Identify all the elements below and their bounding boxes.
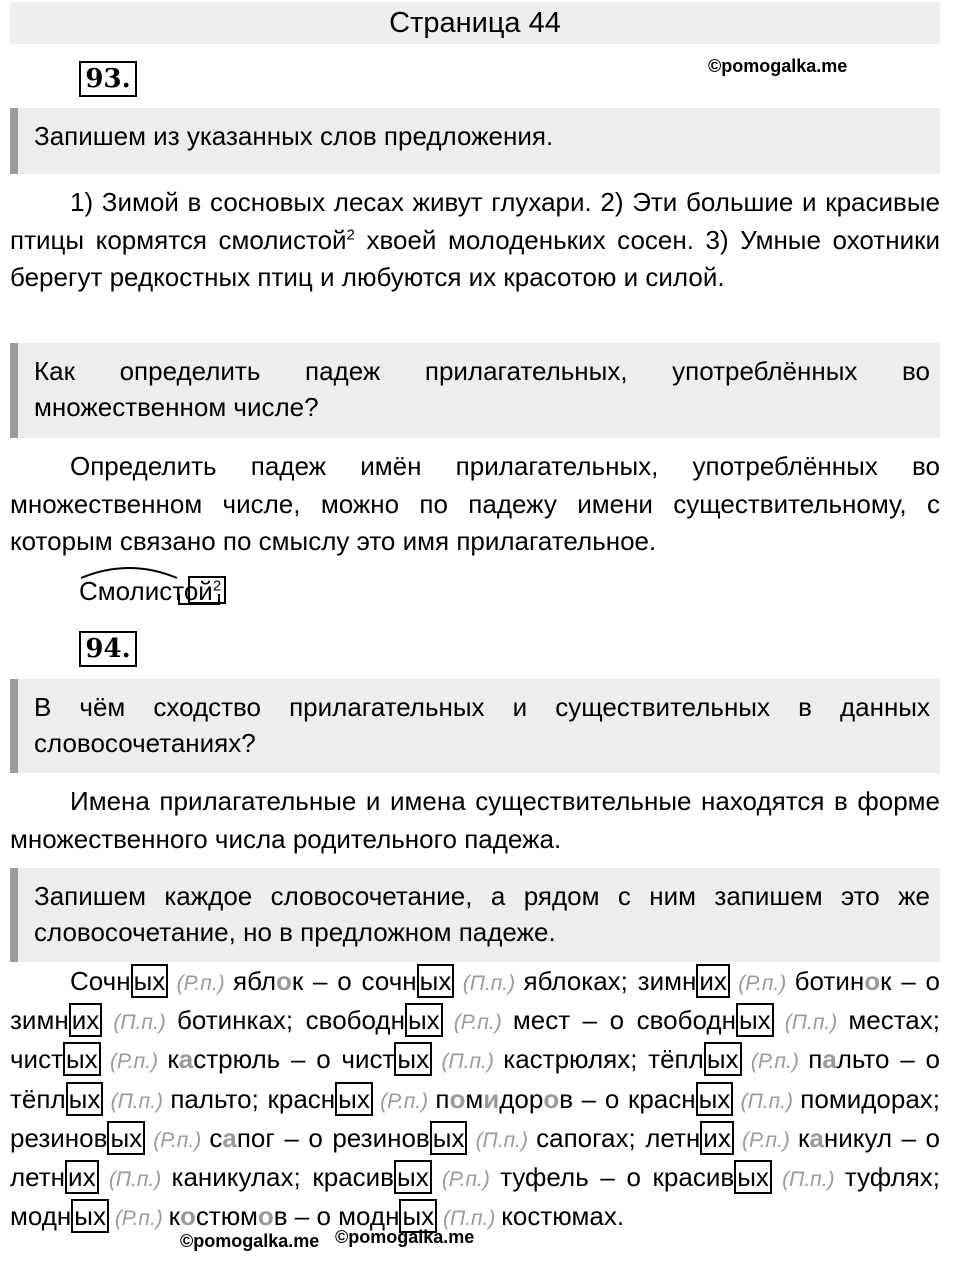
- unstressed-vowel: а: [822, 1044, 837, 1075]
- task-number-93-dot: .: [121, 64, 131, 94]
- ending-box: ых: [394, 1160, 432, 1194]
- phrase-text: стюм: [195, 1201, 258, 1232]
- unstressed-vowel: о: [864, 966, 881, 996]
- question-text: Как определить падеж прилагательных, употреблённых во множественном числе?: [34, 356, 930, 422]
- ending-box: ых: [71, 1199, 109, 1233]
- case-label: (Р.п.): [108, 1207, 169, 1231]
- phrase-text: м: [465, 1083, 484, 1114]
- phrase-text: туфлях; модн: [10, 1162, 940, 1232]
- phrase-text: в – о красн: [559, 1083, 696, 1114]
- phrase-text: к: [798, 1122, 810, 1153]
- case-label: (П.п.): [103, 1089, 171, 1113]
- footnote-marker: 2: [212, 577, 222, 595]
- question-box: [10, 679, 940, 773]
- ending-box: ых: [66, 1082, 104, 1116]
- unstressed-vowel: о: [257, 1201, 274, 1232]
- unstressed-vowel: о: [276, 966, 292, 996]
- answer-text: 1) Зимой в сосновых лесах живут глухари. 2) Эти большие и красивые птицы кормятся смолистой: [10, 187, 940, 255]
- answer-paragraph: [10, 184, 940, 297]
- unstressed-vowel: а: [222, 1122, 237, 1153]
- case-label: (Р.п.): [733, 1128, 799, 1152]
- phrase-text: помидорах; резинов: [10, 1083, 941, 1153]
- question-box: [10, 108, 940, 174]
- phrase-text: к: [167, 1044, 179, 1075]
- case-label: (Р.п.): [741, 1050, 809, 1074]
- ending-box: ых: [417, 964, 455, 998]
- answer-text: Имена прилагательные и имена существительные находятся в форме множественного числа родительного падежа.: [10, 786, 940, 854]
- ending-box: ых: [63, 1042, 101, 1076]
- phrase-text: местах; чист: [10, 1005, 940, 1075]
- ending-box: ых: [736, 1003, 774, 1037]
- question-text: В чём сходство прилагательных и существительных в данных словосочетаниях?: [34, 692, 930, 758]
- phrase-text: в – о модн: [273, 1201, 400, 1232]
- case-label: (П.п.): [467, 1128, 537, 1152]
- watermark: ©pomogalka.me: [180, 1231, 320, 1251]
- ending-box: ых: [107, 1121, 145, 1155]
- morpheme-analysis: [79, 560, 249, 610]
- answer-text: хвоей молоденьких сосен. 3) Умные охотники берегут редкостных птиц и любуются их красотою и силой.: [10, 224, 940, 292]
- phrase-text: с: [209, 1122, 223, 1153]
- question-text: Запишем каждое словосочетание, а рядом с ним запишем это же словосочетание, но в предложном падеже.: [34, 881, 930, 947]
- phrase-text: к – о сочн: [291, 966, 417, 996]
- phrase-text: п: [808, 1044, 823, 1075]
- phrases-paragraph: [10, 963, 940, 1237]
- answer-paragraph: [10, 783, 940, 858]
- case-label: (П.п.): [773, 1011, 849, 1035]
- phrase-text: яблоках; зимн: [523, 966, 697, 996]
- question-box: [10, 868, 940, 962]
- case-label: (Р.п.): [372, 1089, 436, 1113]
- case-label: (П.п.): [98, 1168, 172, 1192]
- question-box: [10, 343, 940, 438]
- question-text: Запишем из указанных слов предложения.: [34, 121, 554, 151]
- phrase-text: ябл: [233, 966, 276, 996]
- case-label: (Р.п.): [442, 1011, 513, 1035]
- answer-text: Определить падеж имён прилагательных, употреблённых во множественном числе, можно по падежу имени существительному, с которым связано по смыслу это имя прилагательное.: [10, 451, 940, 556]
- case-label: (Р.п.): [100, 1050, 168, 1074]
- phrase-text: Сочн: [70, 966, 131, 996]
- phrase-text: мест – о свободн: [512, 1005, 736, 1036]
- ending-box: ых: [394, 1042, 432, 1076]
- page-title: Страница 44: [10, 2, 940, 44]
- phrase-text: к – о зимн: [10, 966, 940, 1036]
- ending-box: ых: [696, 1082, 734, 1116]
- morph-word-text: Смолистой: [79, 576, 213, 606]
- phrase-text: ботин: [794, 966, 865, 996]
- task-number-94: [79, 631, 137, 667]
- ending-box: ых: [335, 1082, 373, 1116]
- phrase-text: ботинках; свободн: [176, 1005, 405, 1036]
- ending-box: ых: [704, 1042, 742, 1076]
- case-label: (П.п.): [437, 1207, 502, 1231]
- phrase-text: кастрюлях; тёпл: [503, 1044, 704, 1075]
- unstressed-vowel: а: [178, 1044, 194, 1075]
- ending-box: ых: [430, 1121, 468, 1155]
- phrase-text: костюмах.: [501, 1201, 625, 1232]
- case-label: (П.п.): [432, 1050, 504, 1074]
- task-number-94-dot: .: [121, 634, 131, 664]
- case-label: (Р.п.): [431, 1168, 501, 1192]
- case-label: (П.п.): [102, 1011, 177, 1035]
- phrase-text: дор: [499, 1083, 544, 1114]
- morph-word: [79, 576, 221, 606]
- unstressed-vowel: а: [809, 1122, 824, 1153]
- ending-box: ых: [399, 1199, 437, 1233]
- ending-box: ых: [405, 1003, 443, 1037]
- case-label: (Р.п.): [729, 972, 795, 995]
- unstressed-vowel: о: [543, 1083, 560, 1114]
- ending-box: ых: [131, 964, 169, 998]
- case-label: (П.п.): [733, 1089, 801, 1113]
- unstressed-vowel: о: [449, 1083, 466, 1114]
- phrase-text: каникулах; красив: [171, 1162, 394, 1193]
- case-label: (Р.п.): [145, 1128, 210, 1152]
- phrase-text: пальто; красн: [170, 1083, 336, 1114]
- phrase-text: пог – о резинов: [236, 1122, 430, 1153]
- ending-box: ых: [734, 1160, 772, 1194]
- ending-box: их: [69, 1003, 103, 1037]
- case-label: (П.п.): [771, 1168, 845, 1192]
- unstressed-vowel: и: [483, 1083, 500, 1114]
- ending-box: их: [696, 964, 730, 998]
- phrase-text: льто – о тёпл: [10, 1044, 940, 1114]
- phrase-text: к: [168, 1201, 180, 1232]
- task-number-93-value: 93: [85, 64, 122, 94]
- answer-paragraph: [10, 448, 940, 561]
- case-label: (П.п.): [454, 972, 524, 995]
- phrase-text: туфель – о красив: [500, 1162, 735, 1193]
- ending-box: их: [700, 1121, 734, 1155]
- phrase-text: стрюль – о чист: [193, 1044, 395, 1075]
- ending-box: их: [65, 1160, 99, 1194]
- phrase-text: п: [435, 1083, 450, 1114]
- phrase-text: сапогах; летн: [536, 1122, 701, 1153]
- watermark: ©pomogalka.me: [708, 56, 848, 76]
- unstressed-vowel: о: [179, 1201, 196, 1232]
- footnote-marker: 2: [346, 225, 355, 243]
- case-label: (Р.п.): [168, 972, 234, 995]
- task-number-93: [79, 61, 137, 97]
- task-number-94-value: 94: [85, 634, 122, 664]
- watermark: ©pomogalka.me: [335, 1227, 475, 1247]
- phrase-text: никул – о летн: [10, 1122, 940, 1193]
